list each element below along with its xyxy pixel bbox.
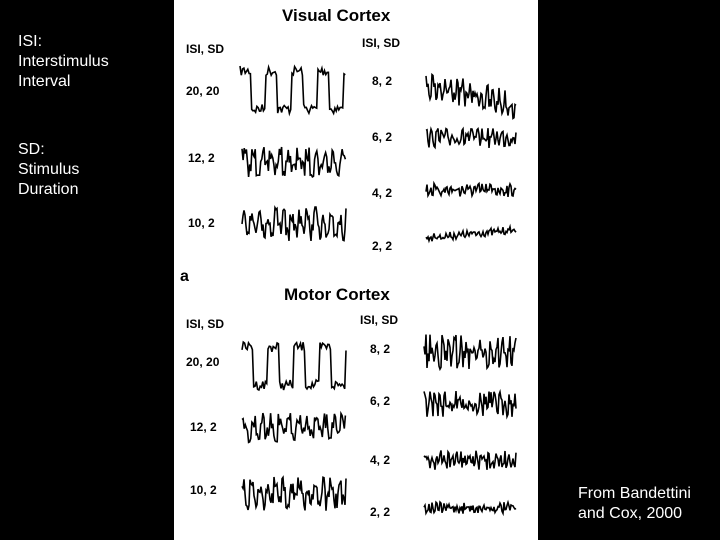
timecourse-trace <box>424 335 516 370</box>
sd-definition: SD: Stimulus Duration <box>18 141 80 198</box>
motor-condition-label: 12, 2 <box>190 420 217 434</box>
fmri-timecourse-figure <box>174 0 538 540</box>
visual-condition-label: 6, 2 <box>372 130 393 144</box>
timecourse-trace <box>426 183 516 197</box>
timecourse-trace <box>242 413 345 442</box>
timecourse-trace <box>426 227 516 241</box>
visual-condition-label: 10, 2 <box>188 216 215 230</box>
visual-condition-label: 8, 2 <box>372 74 393 88</box>
timecourse-trace <box>242 147 345 177</box>
isi-definition: ISI: Interstimulus Interval <box>18 33 109 90</box>
visual-condition-label: 12, 2 <box>188 151 215 165</box>
timecourse-traces <box>174 0 538 540</box>
timecourse-trace <box>426 128 516 148</box>
panel-label: a <box>180 268 189 285</box>
timecourse-trace <box>240 66 345 113</box>
timecourse-trace <box>242 342 346 390</box>
visual-cortex-title: Visual Cortex <box>282 6 391 25</box>
timecourse-trace <box>424 391 516 417</box>
motor-condition-label: 10, 2 <box>190 483 217 497</box>
motor-left-header: ISI, SD <box>186 317 225 331</box>
motor-right-header: ISI, SD <box>360 313 399 327</box>
motor-condition-label: 4, 2 <box>370 453 391 467</box>
visual-right-header: ISI, SD <box>362 36 401 50</box>
citation: From Bandettini and Cox, 2000 <box>578 485 691 522</box>
motor-condition-label: 6, 2 <box>370 394 391 408</box>
visual-condition-label: 2, 2 <box>372 239 393 253</box>
visual-condition-label: 4, 2 <box>372 186 393 200</box>
timecourse-trace <box>242 207 346 241</box>
visual-condition-label: 20, 20 <box>186 84 220 98</box>
timecourse-trace <box>242 477 346 511</box>
motor-condition-label: 2, 2 <box>370 505 391 519</box>
motor-condition-label: 20, 20 <box>186 355 220 369</box>
visual-left-header: ISI, SD <box>186 42 225 56</box>
motor-condition-label: 8, 2 <box>370 342 391 356</box>
motor-cortex-title: Motor Cortex <box>284 285 390 304</box>
timecourse-trace <box>426 75 516 119</box>
timecourse-trace <box>424 502 516 514</box>
timecourse-trace <box>424 450 516 469</box>
